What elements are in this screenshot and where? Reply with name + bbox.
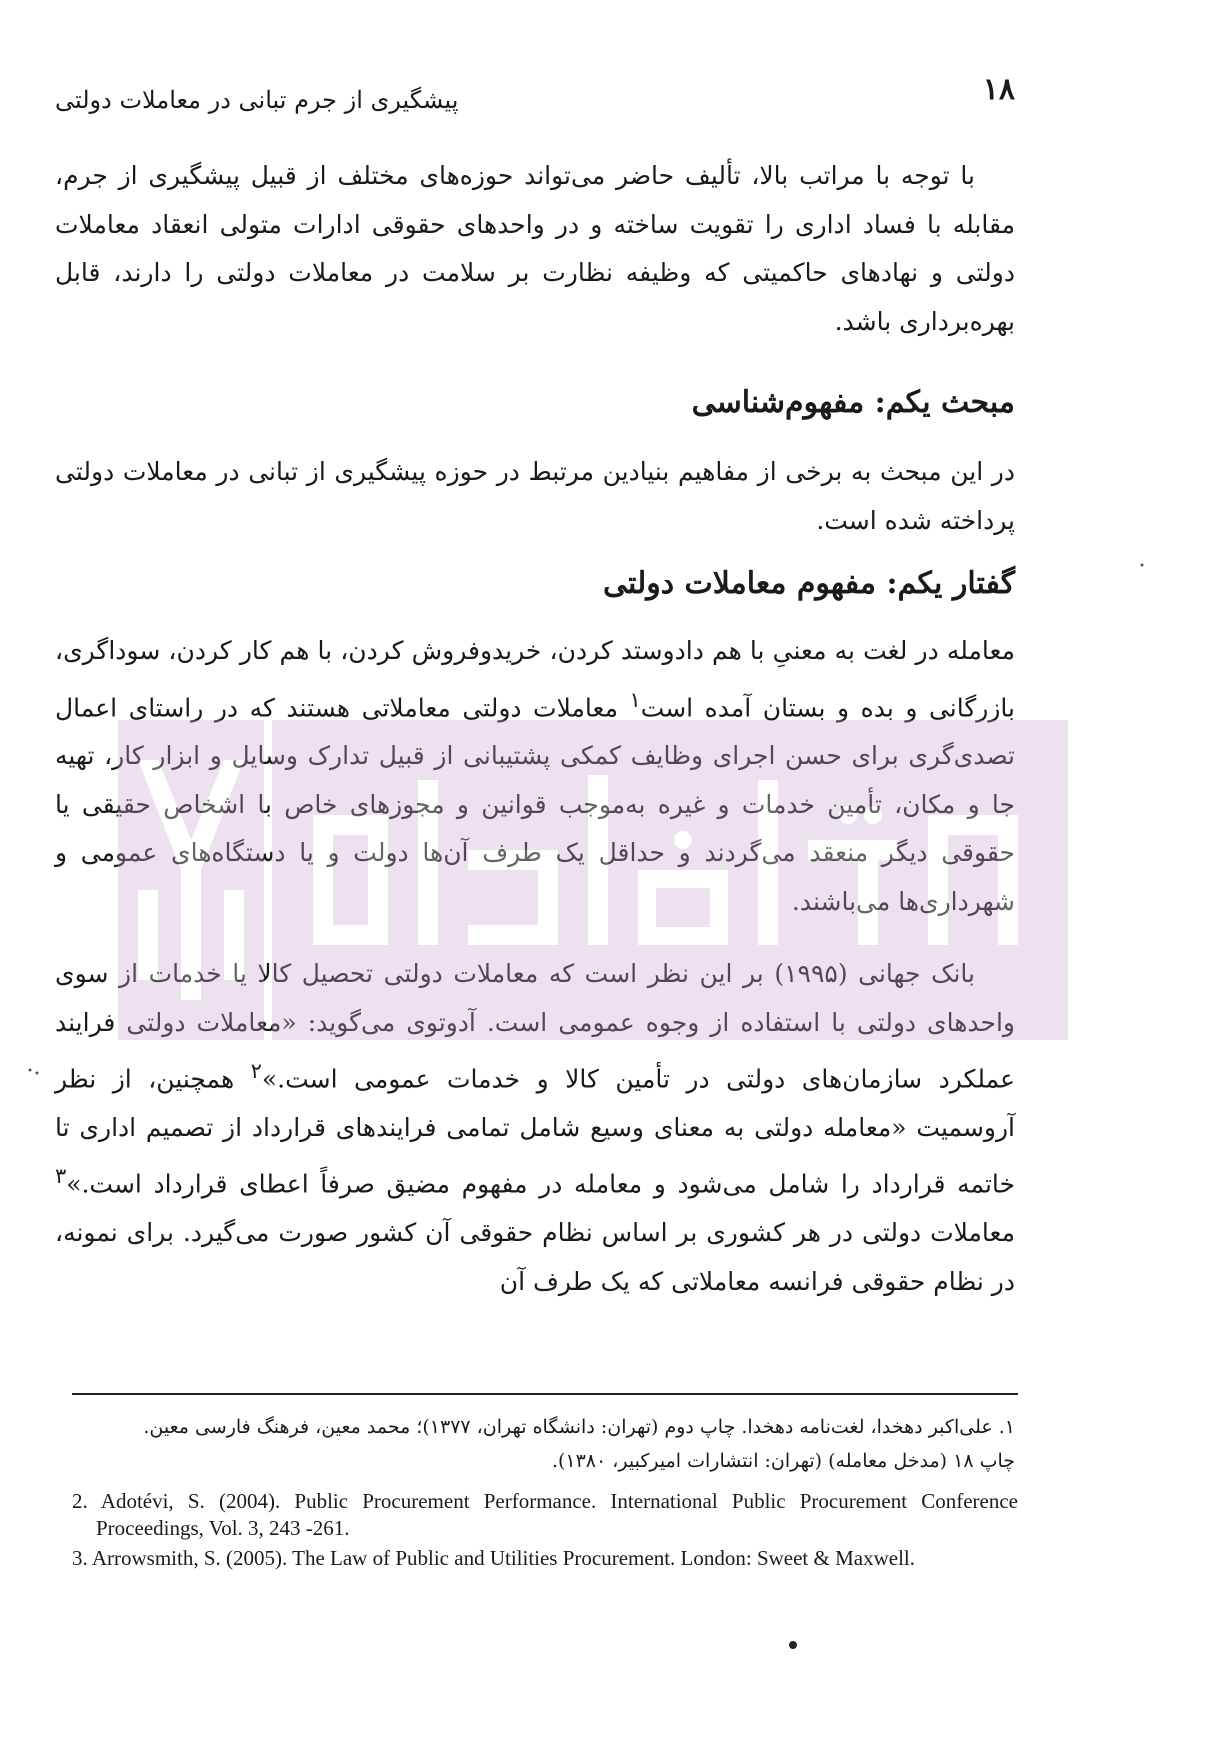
footnote-ref-2: ۲ xyxy=(250,1059,262,1083)
footnote-divider xyxy=(72,1393,1018,1395)
section-heading-mabhas: مبحث یکم: مفهوم‌شناسی xyxy=(691,385,1015,420)
definition-text: معامله در لغت به معنیِ با هم دادوستد کردن، خریدوفروش کردن، با هم کار کردن، سوداگری، بازرگانی و بده و بستان آمده است xyxy=(55,636,1015,722)
arrowsmith-text: همچنین، از نظر آروسمیت «معامله دولتی به معنای وسیع شامل تمامی فرایندهای قرارداد از تصمیم اداری تا خاتمه قرارداد را شامل می‌شود و معامله در مفهوم مضیق صرفاً اعطای قرارداد است.» xyxy=(55,1064,1015,1199)
footnote-1-line-2: چاپ ۱۸ (مدخل معامله) (تهران: انتشارات امیرکبیر، ۱۳۸۰). xyxy=(551,1450,1015,1472)
definition-section xyxy=(55,627,1015,926)
section-intro xyxy=(55,448,1015,545)
footnote-1-line-1: ۱. علی‌اکبر دهخدا، لغت‌نامه دهخدا. چاپ دوم (تهران: دانشگاه تهران، ۱۳۷۷)؛ محمد معین، فرهنگ فارسی معین. xyxy=(143,1416,1015,1438)
footnote-2: 2. Adotévi, S. (2004). Public Procurement Performance. International Public Procurement Conference Proceedings, Vol. 3, 243 -261. xyxy=(72,1489,1018,1540)
world-bank-section xyxy=(55,950,1015,1306)
definition-continuation: معاملات دولتی معاملاتی هستند که در راستای اعمال تصدی‌گری برای حسن اجرای وظایف کمکی پشتیبانی از قبیل تدارک وسایل و ابزار کار، تهیه جا و مکان، تأمین خدمات و غیره به‌موجب قوانین و مجوزهای خاص با اشخاص حقیقی یا حقوقی دیگر منعقد می‌گردند و حداقل یک طرف آن‌ها دولت و یا دستگاه‌های عمومی و شهرداری‌ها می‌باشند. xyxy=(55,692,1016,916)
footnote-ref-1: ۱ xyxy=(629,687,641,712)
legal-system-text: معاملات دولتی در هر کشوری بر اساس نظام حقوقی آن کشور صورت می‌گیرد. برای نمونه، در نظام حقوقی فرانسه معاملاتی که یک طرف آن xyxy=(55,1218,1015,1296)
footnotes-persian xyxy=(55,1410,1015,1478)
section-intro-paragraph: در این مبحث به برخی از مفاهیم بنیادین مرتبط در حوزه پیشگیری از تبانی در معاملات دولتی پرداخته شده است. xyxy=(55,457,1015,535)
running-title: پیشگیری از جرم تبانی در معاملات دولتی xyxy=(55,86,459,114)
definition-paragraph xyxy=(55,627,1015,926)
intro-section xyxy=(55,152,1015,346)
intro-paragraph: با توجه با مراتب بالا، تألیف حاضر می‌تواند حوزه‌های مختلف از قبیل پیشگیری از جرم، مقابله با فساد اداری را تقویت ساخته و در واحدهای حقوقی ادارات متولی انعقاد معاملات دولتی و نهادهای حاکمیتی که وظیفه نظارت بر سلامت در معاملات دولتی را دارند، قابل بهره‌برداری باشد. xyxy=(55,161,1015,336)
page-header xyxy=(55,72,1015,122)
page-number: ۱۸ xyxy=(982,72,1015,107)
footnotes-english xyxy=(72,1488,1018,1575)
world-bank-text: بانک جهانی (۱۹۹۵) بر این نظر است که معاملات دولتی تحصیل کالا یا خدمات از سوی واحدهای دولتی با استفاده از وجوه عمومی است. آدوتوی می‌گوید: «معاملات دولتی فرایند عملکرد سازمان‌های دولتی در تأمین کالا و خدمات عمومی است.» xyxy=(55,959,1015,1094)
world-bank-paragraph xyxy=(55,950,1015,1306)
section-heading-goftar: گفتار یکم: مفهوم معاملات دولتی xyxy=(603,566,1015,601)
footnote-3: 3. Arrowsmith, S. (2005). The Law of Public and Utilities Procurement. London: Sweet & Maxwell. xyxy=(72,1546,915,1570)
footnote-ref-3: ۳ xyxy=(55,1164,67,1189)
